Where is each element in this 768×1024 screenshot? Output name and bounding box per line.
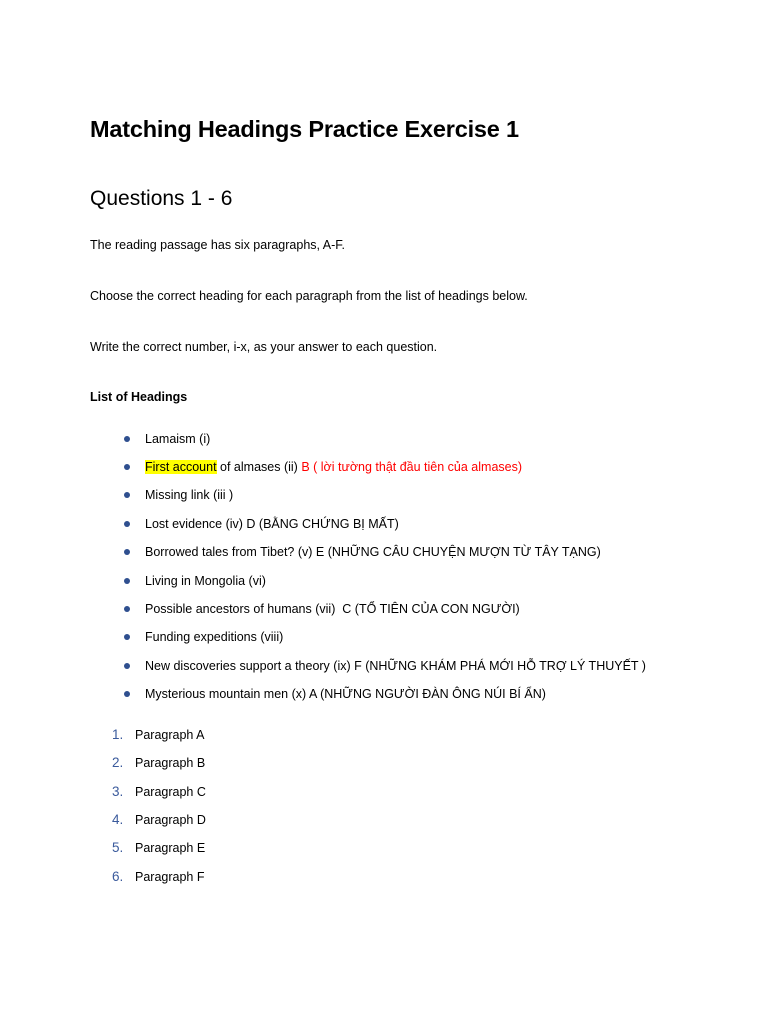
question-text: Paragraph F <box>135 870 205 884</box>
bullet-icon <box>124 436 130 442</box>
section-subtitle: Questions 1 - 6 <box>90 187 233 210</box>
bullet-icon <box>124 549 130 555</box>
question-number: 5. <box>112 840 124 855</box>
heading-text: Funding expeditions (viii) <box>145 630 284 644</box>
question-number: 1. <box>112 727 124 742</box>
bullet-icon <box>124 492 130 498</box>
bullet-icon <box>124 606 130 612</box>
red-annotation: B ( lời tường thật đầu tiên của almases) <box>301 460 523 474</box>
instruction-paragraph: Write the correct number, i-x, as your answer to each question. <box>90 340 438 354</box>
heading-text: Lost evidence (iv) D (BẰNG CHỨNG BỊ MẤT) <box>145 517 399 531</box>
bullet-icon <box>124 634 130 640</box>
heading-text: Possible ancestors of humans (vii) C (TỔ TIÊN CỦA CON NGƯỜI) <box>145 602 520 616</box>
page-title: Matching Headings Practice Exercise 1 <box>90 116 519 142</box>
bullet-icon <box>124 691 130 697</box>
highlighted-text: First account <box>145 460 217 474</box>
heading-text: Mysterious mountain men (x) A (NHỮNG NGƯỜI ĐÀN ÔNG NÚI BÍ ẨN) <box>145 687 546 701</box>
bullet-icon <box>124 578 130 584</box>
heading-text: Borrowed tales from Tibet? (v) E (NHỮNG CÂU CHUYỆN MƯỢN TỪ TÂY TẠNG) <box>145 545 601 559</box>
question-number: 2. <box>112 755 124 770</box>
bullet-icon <box>124 464 130 470</box>
bullet-icon <box>124 663 130 669</box>
list-heading: List of Headings <box>90 390 188 404</box>
heading-text <box>145 458 522 476</box>
heading-text: Lamaism (i) <box>145 432 211 446</box>
question-text: Paragraph A <box>135 728 205 742</box>
heading-text-plain: of almases (ii) <box>216 460 302 474</box>
heading-text: Living in Mongolia (vi) <box>145 574 266 588</box>
bullet-icon <box>124 521 130 527</box>
heading-text: Missing link (iii ) <box>145 488 234 502</box>
question-number: 6. <box>112 869 124 884</box>
question-number: 3. <box>112 784 124 799</box>
question-text: Paragraph E <box>135 841 206 855</box>
question-number: 4. <box>112 812 124 827</box>
instruction-paragraph: Choose the correct heading for each paragraph from the list of headings below. <box>90 289 528 303</box>
question-text: Paragraph C <box>135 785 206 799</box>
instruction-paragraph: The reading passage has six paragraphs, A-F. <box>90 238 346 252</box>
question-text: Paragraph D <box>135 813 206 827</box>
heading-text: New discoveries support a theory (ix) F (NHỮNG KHÁM PHÁ MỚI HỖ TRỢ LÝ THUYẾT ) <box>145 659 646 673</box>
question-text: Paragraph B <box>135 756 206 770</box>
